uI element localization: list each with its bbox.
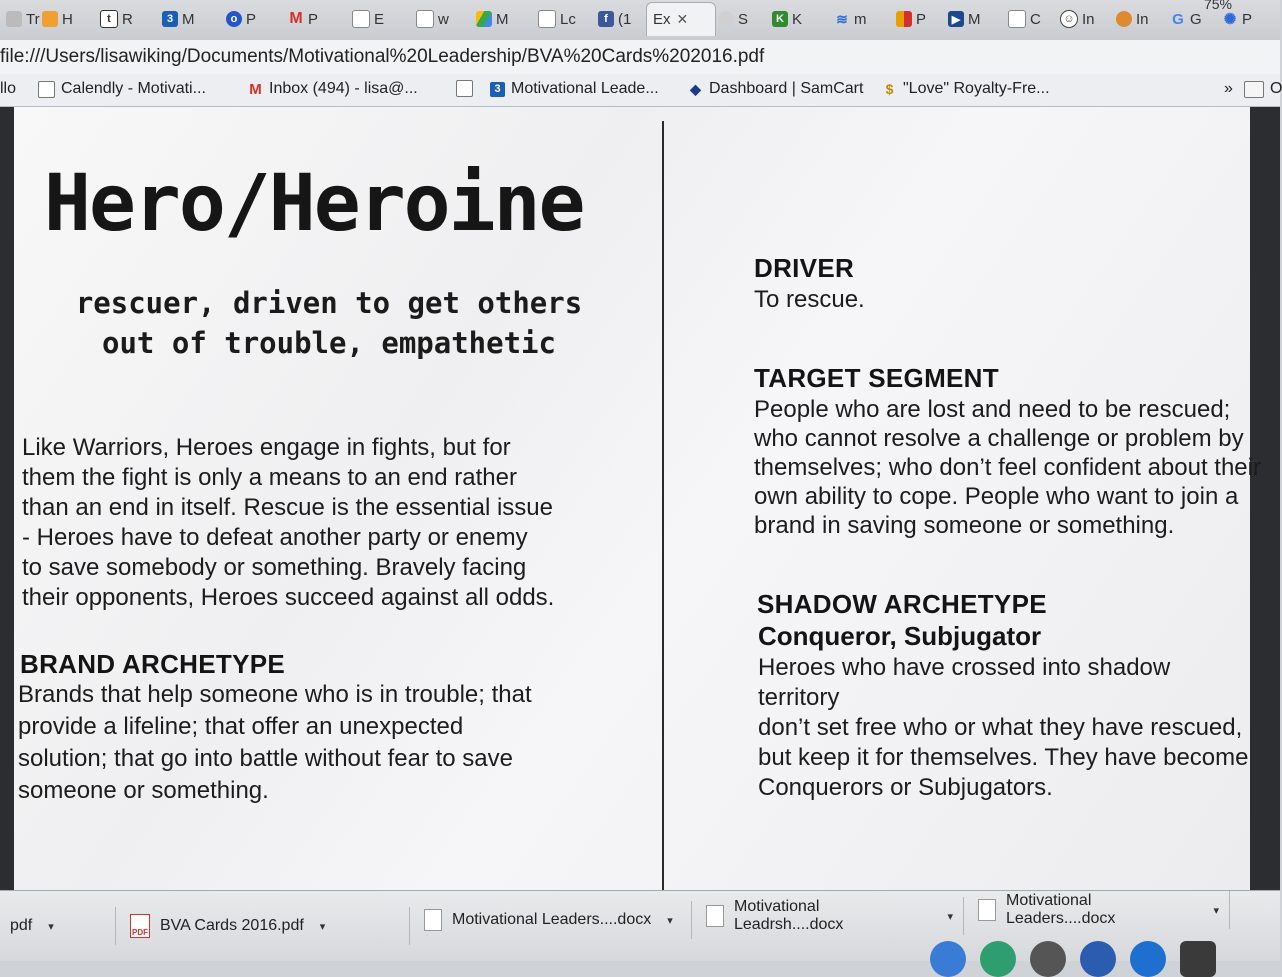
subtitle-line: rescuer, driven to get others — [75, 286, 583, 320]
tab-7[interactable] — [410, 2, 472, 36]
tab-label: M — [496, 10, 509, 28]
bookmark-page[interactable] — [456, 80, 479, 97]
doc-icon — [978, 899, 996, 921]
doc-icon — [352, 10, 370, 28]
cart-icon: ◆ — [690, 80, 701, 97]
brand-line: someone or something. — [18, 777, 269, 804]
tab-label: Tr — [26, 10, 40, 28]
pdf-page — [14, 107, 1261, 890]
dock-app-icon[interactable] — [980, 941, 1016, 977]
bookmark-motivational[interactable] — [490, 80, 659, 98]
folder-icon — [1244, 81, 1264, 98]
dock-app-icon[interactable] — [1030, 941, 1066, 977]
close-icon[interactable]: ✕ — [676, 11, 689, 27]
tab-2[interactable] — [94, 2, 156, 36]
page-icon — [6, 11, 22, 27]
download-label: BVA Cards 2016.pdf — [160, 917, 304, 934]
brand-line: solution; that go into battle without fear to save — [18, 745, 513, 772]
shadow-line: Conquerors or Subjugators. — [758, 774, 1053, 801]
gmail-icon: M — [289, 10, 303, 27]
download-label: Motivational Leaders....docx — [1006, 892, 1116, 927]
shadow-archetype-text — [758, 653, 1258, 803]
target-line: brand in saving someone or something. — [754, 512, 1175, 539]
brand-line: Brands that help someone who is in trouble; that — [18, 681, 532, 708]
tab-9[interactable] — [532, 2, 594, 36]
tab-18[interactable] — [1054, 2, 1116, 36]
bookmark-label: Dashboard | SamCart — [709, 80, 864, 97]
bookmarks-more-button[interactable] — [1224, 80, 1233, 98]
battery-label: 75% — [1203, 0, 1232, 12]
doc-icon — [424, 909, 442, 931]
dock-app-icon[interactable] — [1130, 941, 1166, 977]
k-icon: K — [772, 11, 788, 27]
tab-label: E — [374, 10, 385, 28]
tab-strip — [0, 0, 1280, 41]
bookmark-0[interactable] — [0, 80, 16, 98]
tab-label: S — [738, 10, 749, 28]
bookmark-label: Calendly - Motivati... — [61, 80, 206, 97]
chevron-down-icon[interactable]: ▾ — [1213, 904, 1219, 917]
subtitle-line: out of trouble, empathetic — [102, 326, 556, 360]
intro-line: - Heroes have to defeat another party or enemy — [22, 524, 528, 551]
bookmark-inbox[interactable] — [248, 80, 418, 98]
driver-heading: DRIVER — [754, 253, 855, 283]
chevron-down-icon[interactable]: ▾ — [947, 910, 953, 923]
target-line: who cannot resolve a challenge or problem by — [754, 425, 1244, 452]
chevron-down-icon[interactable]: ▾ — [48, 920, 54, 933]
dollar-icon: $ — [885, 81, 894, 97]
tab-label: G — [1190, 10, 1202, 28]
chevron-down-icon[interactable]: ▾ — [667, 914, 673, 927]
intro-line: than an end in itself. Rescue is the essential issue — [22, 494, 553, 521]
download-label: Motivational Leadrsh....docx — [734, 898, 844, 933]
dock-app-icon[interactable] — [1180, 941, 1216, 977]
url-text[interactable]: file:///Users/lisawiking/Documents/Motivational%20Leadership/BVA%20Cards%202016.pdf — [0, 46, 765, 67]
target-line: themselves; who don’t feel confident about their — [754, 454, 1261, 481]
tab-label: K — [792, 10, 803, 28]
bookmark-label: llo — [0, 80, 17, 97]
tab-label: M — [968, 10, 981, 28]
chevron-down-icon[interactable]: ▾ — [319, 920, 326, 933]
chevron-icon: » — [1224, 80, 1233, 97]
t-icon: t — [100, 10, 118, 28]
tab-active[interactable] — [646, 2, 716, 36]
tab-label: In — [1136, 10, 1149, 28]
tab-label: Lc — [560, 10, 576, 28]
tab-12[interactable] — [712, 2, 774, 36]
shadow-archetype-subheading: Conqueror, Subjugator — [758, 621, 1042, 651]
tab-14[interactable] — [828, 2, 890, 36]
swirl-icon — [718, 11, 734, 27]
download-item-docx-1[interactable] — [414, 901, 692, 939]
dock — [930, 941, 1216, 977]
intro-paragraph — [22, 433, 612, 613]
dock-app-icon[interactable] — [930, 941, 966, 977]
tab-1[interactable] — [36, 2, 98, 36]
tab-3[interactable] — [156, 2, 218, 36]
face-icon — [1116, 11, 1132, 27]
download-item-docx-3[interactable] — [968, 891, 1230, 929]
three-icon: 3 — [490, 82, 505, 97]
drive-icon — [476, 11, 492, 27]
wave-icon: ≋ — [836, 10, 848, 27]
blank-icon — [42, 11, 58, 27]
download-shelf — [0, 890, 1280, 961]
shadow-line: don’t set free who or what they have rescued, — [758, 714, 1243, 741]
dock-app-icon[interactable] — [1080, 941, 1116, 977]
page-icon — [456, 80, 473, 97]
tab-4[interactable] — [220, 2, 282, 36]
intro-line: their opponents, Heroes succeed against all odds. — [22, 584, 555, 611]
bookmark-samcart[interactable] — [688, 80, 863, 98]
tab-label: R — [122, 10, 133, 28]
tab-10[interactable] — [592, 2, 654, 36]
tab-label: C — [1030, 10, 1041, 28]
intro-line: Like Warriors, Heroes engage in fights, but for — [22, 434, 511, 461]
tab-8[interactable] — [470, 2, 532, 36]
target-segment-heading: TARGET SEGMENT — [754, 363, 999, 393]
play-icon: ▶ — [948, 11, 964, 27]
folder-label: O — [1270, 80, 1282, 97]
gmail-icon: M — [249, 80, 262, 98]
intro-line: them the fight is only a means to an end rather — [22, 464, 517, 491]
target-line: own ability to cope. People who want to join a — [754, 483, 1239, 510]
tab-13[interactable] — [766, 2, 828, 36]
tab-6[interactable] — [346, 2, 408, 36]
bookmarks-folder[interactable] — [1244, 80, 1282, 98]
tab-label: In — [1082, 10, 1095, 28]
smile-icon: ☺ — [1060, 10, 1078, 28]
doc-icon — [416, 10, 434, 28]
tab-label: (1 — [618, 10, 632, 28]
bars-icon — [896, 11, 912, 27]
tab-label: Ex — [653, 11, 671, 28]
column-divider — [662, 121, 664, 891]
page-title: Hero/Heroine — [44, 159, 584, 249]
shadow-line: Heroes who have crossed into shadow territory — [758, 654, 1171, 711]
brand-archetype-heading: BRAND ARCHETYPE — [20, 649, 285, 679]
download-item-docx-2[interactable] — [696, 897, 964, 935]
bookmarks-bar — [0, 74, 1280, 107]
archetype-subtitle — [34, 283, 624, 363]
target-segment-text — [754, 395, 1274, 540]
tab-19[interactable] — [1110, 2, 1172, 36]
circle-icon: o — [226, 11, 242, 27]
download-label: Motivational Leaders....docx — [452, 911, 652, 928]
star-icon: ✺ — [1223, 11, 1237, 28]
doc-icon — [1008, 10, 1026, 28]
bookmark-label: "Love" Royalty-Fre... — [903, 80, 1050, 97]
facebook-icon: f — [598, 11, 614, 27]
intro-line: to save somebody or something. Bravely facing — [22, 554, 527, 581]
driver-text: To rescue. — [754, 286, 865, 313]
download-label: pdf — [10, 917, 33, 934]
pdf-viewer[interactable] — [0, 107, 1280, 890]
tab-label: m — [854, 10, 867, 28]
tab-5[interactable] — [282, 2, 344, 36]
tab-label: H — [62, 10, 73, 28]
bookmark-calendly[interactable] — [38, 80, 206, 98]
three-icon: 3 — [162, 11, 178, 27]
tab-label: P — [916, 10, 927, 28]
brand-line: provide a lifeline; that offer an unexpected — [18, 713, 464, 740]
shadow-archetype-heading: SHADOW ARCHETYPE — [757, 589, 1047, 619]
calendar-icon — [38, 81, 55, 98]
doc-icon — [538, 10, 556, 28]
download-item-bva-cards[interactable] — [120, 907, 410, 945]
target-line: People who are lost and need to be rescued; — [754, 396, 1231, 423]
address-bar[interactable] — [0, 40, 1280, 74]
tab-label: P — [246, 10, 257, 28]
doc-icon — [706, 905, 724, 927]
bookmark-love[interactable] — [882, 80, 1050, 98]
brand-archetype-text — [18, 679, 608, 807]
google-icon: G — [1172, 10, 1184, 28]
tab-label: P — [1242, 10, 1253, 28]
shadow-line: but keep it for themselves. They have become — [758, 744, 1249, 771]
download-item-0[interactable] — [0, 907, 116, 945]
tab-label: M — [182, 10, 195, 28]
tab-label: P — [308, 10, 319, 28]
bookmark-label: Motivational Leade... — [511, 80, 659, 97]
tab-label: w — [438, 10, 449, 28]
bookmark-label: Inbox (494) - lisa@... — [269, 80, 418, 97]
tab-16[interactable] — [942, 2, 1004, 36]
pdf-icon: PDF — [130, 914, 150, 938]
